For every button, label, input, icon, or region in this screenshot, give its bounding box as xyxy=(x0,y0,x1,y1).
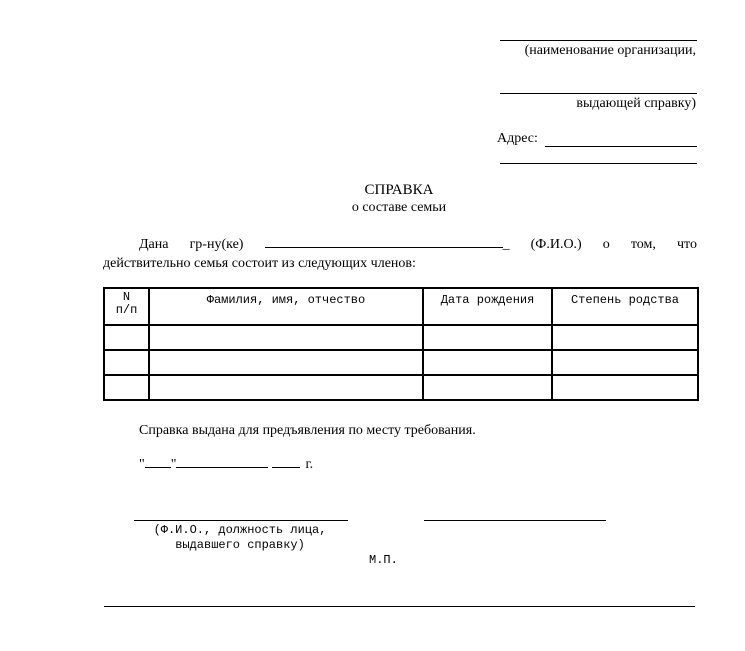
table-cell-birth-date[interactable] xyxy=(423,375,552,400)
intro-word-fio: (Ф.И.О.) xyxy=(530,237,582,252)
family-members-table xyxy=(103,287,699,401)
table-row xyxy=(104,325,698,350)
date-day-fill[interactable] xyxy=(145,457,171,468)
fio-fill[interactable] xyxy=(265,235,510,254)
table-cell-number[interactable] xyxy=(104,325,149,350)
table-cell-relationship[interactable] xyxy=(552,375,698,400)
date-year-suffix: г. xyxy=(305,457,314,472)
table-row xyxy=(104,350,698,375)
date-line xyxy=(139,457,313,473)
intro-word-that-1: том, xyxy=(630,237,656,252)
table-cell-number[interactable] xyxy=(104,350,149,375)
org-name-label: (наименование организации, xyxy=(524,43,696,58)
table-cell-birth-date[interactable] xyxy=(423,350,552,375)
intro-paragraph xyxy=(103,235,697,273)
document-title: СПРАВКА xyxy=(364,182,434,198)
intro-word-given: Дана xyxy=(139,237,169,252)
header-full-name: Фамилия, имя, отчество xyxy=(149,288,423,325)
date-open-quote: " xyxy=(139,457,145,472)
issuer-name-line[interactable] xyxy=(134,520,348,521)
org-name-line[interactable] xyxy=(500,40,697,41)
header-number-text: N п/п xyxy=(115,290,138,317)
intro-line-1 xyxy=(103,235,697,254)
fio-fill-line[interactable] xyxy=(265,235,503,248)
date-year-fill[interactable] xyxy=(272,457,300,468)
intro-word-that-2: что xyxy=(676,237,697,252)
address-line-2[interactable] xyxy=(500,163,697,164)
table-cell-relationship[interactable] xyxy=(552,350,698,375)
table-row xyxy=(104,375,698,400)
org-issuer-line[interactable] xyxy=(500,93,697,94)
header-birth-date: Дата рождения xyxy=(423,288,552,325)
org-issuer-label: выдающей справку) xyxy=(576,96,696,111)
address-line-1[interactable] xyxy=(545,146,697,147)
issuer-caption-line-1: (Ф.И.О., должность лица, xyxy=(153,523,327,537)
issuer-caption-line-2: выдавшего справку) xyxy=(175,538,305,552)
table-cell-full-name[interactable] xyxy=(149,325,423,350)
table-cell-relationship[interactable] xyxy=(552,325,698,350)
table-cell-birth-date[interactable] xyxy=(423,325,552,350)
fio-fill-suffix: _ xyxy=(502,237,510,252)
table-cell-full-name[interactable] xyxy=(149,350,423,375)
address-label: Адрес: xyxy=(497,131,538,146)
header-number xyxy=(104,288,149,325)
bottom-divider xyxy=(104,606,695,607)
date-month-fill[interactable] xyxy=(176,457,268,468)
intro-line-2: действительно семья состоит из следующих членов: xyxy=(103,256,416,271)
stamp-placeholder: М.П. xyxy=(369,553,398,567)
table-header-row xyxy=(104,288,698,325)
table-cell-full-name[interactable] xyxy=(149,375,423,400)
intro-word-about: о xyxy=(602,237,610,252)
table-cell-number[interactable] xyxy=(104,375,149,400)
issued-statement: Справка выдана для предъявления по месту требования. xyxy=(139,423,476,438)
document-subtitle: о составе семьи xyxy=(351,200,447,215)
date-close-quote: " xyxy=(170,457,177,472)
intro-word-citizen: гр-ну(ке) xyxy=(189,237,244,252)
signature-line[interactable] xyxy=(424,520,606,521)
header-relationship: Степень родства xyxy=(552,288,698,325)
